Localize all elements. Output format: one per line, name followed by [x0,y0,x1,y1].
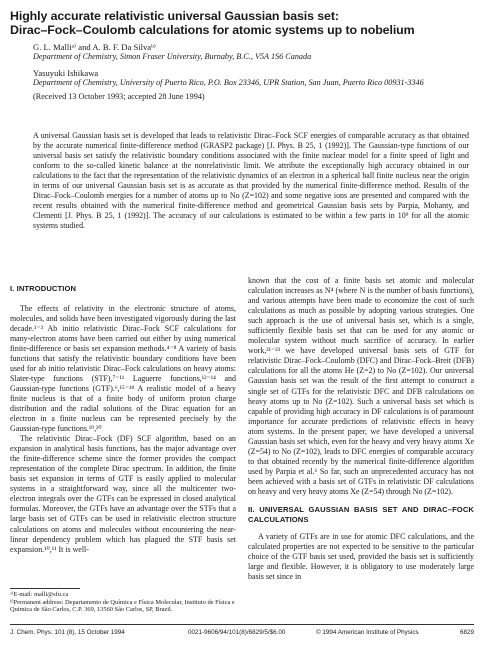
authors-second-group: Yasuyuki Ishikawa [33,67,99,78]
footnote-email: ᵃ⁾E-mail: malli@sfu.ca [10,591,69,598]
author-block [33,42,473,102]
footer-journal-citation: J. Chem. Phys. 101 (8), 15 October 1994 [10,629,125,636]
footnote-permanent-address: ᵇ⁾Permanent address: Departamento de Química e Física Molecular, Instituto de Física e Química de São Carlos, C.P. 369, 13560 São Carlos, SP, Brazil. [10,598,235,614]
body-paragraph: The relativistic Dirac–Fock (DF) SCF algorithm, based on an expansion in analytical basis functions, has the major advantage over the finite-difference scheme since the former provides the compact representation of the complete Dirac spectrum. In addition, the finite basis set expansion in terms of GTF is easily applied to molecular systems in a straightforward way, since all the multicenter two-electron integrals over the GTFs can be expressed in closed analytical formulas. Moreover, the GTFs have an advantage over the STFs that a large basis set of GTFs can be used in relativistic electron structure calculations on atoms and molecules without encountering the near-linear dependency problem which has plagued the STF basis set expansion.¹⁰,¹¹ It is well- [10,434,236,554]
affiliation-second: Department of Chemistry, University of Puerto Rico, P.O. Box 23346, UPR Station, San Juan, Puerto Rico 00931-3346 [33,77,424,87]
right-column [248,276,474,582]
footer-page-number: 6829 [459,629,474,636]
body-paragraph: A variety of GTFs are in use for atomic DFC calculations, and the calculated properties are not expected to be sensitive to the particular choice of the GTF basis set used, provided the basis set is sufficiently large and flexible. However, it is obligatory to use moderately large basis set since in [248,532,474,582]
article-title [10,9,474,37]
abstract: A universal Gaussian basis set is developed that leads to relativistic Dirac–Fock SCF energies of comparable accuracy as that obtained by the accurate numerical finite-difference method (GRASP2 package) [J. Phys. B 25, 1 (1992)]. The Gaussian-type functions of our universal basis set satisfy the relativistic boundary conditions associated with the finite nuclear model for a finite speed of light and conform to the so-called kinetic balance at the nonrelativistic limit. We attribute the exceptionally high accuracy obtained in our calculations to the fact that the representation of the relativistic dynamics of an electron in a spherical ball finite nucleus near the origin in terms of our universal Gaussian basis set is as accurate as that provided by the numerical finite-difference method. Results of the Dirac–Fock–Coulomb energies for a number of atoms up to No (Z=102) and some negative ions are presented and compared with the recent results obtained with the numerical finite-difference method and geometrical Gaussian basis sets by Parpia, Mohanty, and Clementi [J. Phys. B 25, 1 (1992)]. The accuracy of our calculations is estimated to be within a few parts in 10⁹ for all the atomic systems studied. [33,131,469,231]
left-column [10,284,236,555]
footer-divider [10,624,474,625]
footer-copyright: © 1994 American Institute of Physics [316,629,419,636]
body-paragraph: known that the cost of a finite basis set atomic and molecular calculation increases as N⁴ (where N is the number of basis functions), and various attempts have been made to economize the cost of such calculations as much as possible by adopting various strategies. One such approach is the use of universal basis set, which is a single, sufficiently flexible basis set that can be used for any atomic or molecular system without much sacrifice of accuracy. In earlier work,²¹⁻²³ we have developed universal basis sets of GTF for relativistic Dirac–Fock–Coulomb (DFC) and Dirac–Fock–Breit (DFB) calculations for all the atoms He (Z=2) to No (Z=102). Our universal Gaussian basis set was the result of the first attempt to construct a single set of GTFs for the relativistic DFC and DFB calculations on heavy atoms up to No (Z=102). Such a universal basis set which is capable of providing high accuracy in DF calculations is of paramount importance for accurate predictions of relativistic effects in heavy atom systems. In the present paper, we have developed a universal Gaussian basis set which, even for the heavy and very heavy atoms Xe (Z=54) to No (Z=102), leads to DFC energies of comparable accuracy to that obtained recently by the numerical finite-difference algorithm used by Parpia et al.⁶ So far, such an unprecedented accuracy has not been achieved with a basis set of GTFs in relativistic DF calculations on heavy and very heavy atoms Xe (Z=54) through No (Z=102). [248,276,474,496]
title-line-1: Highly accurate relativistic universal Gaussian basis set: [10,9,339,23]
body-paragraph: The effects of relativity in the electronic structure of atoms, molecules, and solids have been investigated vigorously during the last decade.¹⁻³ Ab initio relativistic Dirac–Fock SCF calculations for many-electron atoms have been carried out either by using numerical finite-difference or basis set expansion methods.⁴⁻⁸ A variety of basis functions that satisfy the relativistic boundary conditions have been used for ab initio relativistic Dirac–Fock calculations on heavy atoms: Slater-type functions (STF),⁷⁻¹¹ Laguerre functions,¹²⁻¹⁴ and Gaussian-type functions (GTF).⁶,¹⁵⁻¹⁸ A realistic model of a heavy finite nucleus is that of a finite body of uniform proton charge distribution and the radial solutions of the Dirac equation for an electron in a finite nucleus can be represented precisely by the Gaussian-type functions.¹⁹,²⁰ [10,303,236,434]
section-heading-basis-set: II. UNIVERSAL GAUSSIAN BASIS SET AND DIRAC–FOCK CALCULATIONS [248,505,474,524]
footnotes [10,591,236,614]
authors-first-group: G. L. Malliᵃ⁾ and A. B. F. Da Silvaᵇ⁾ [33,42,156,52]
received-dates: (Received 13 October 1993; accepted 28 June 1994) [33,92,205,102]
affiliation-first: Department of Chemistry, Simon Fraser University, Burnaby, B.C., V5A 1S6 Canada [33,52,312,62]
page-footer [10,628,474,638]
title-line-2: Dirac–Fock–Coulomb calculations for atomic systems up to nobelium [10,23,415,37]
footnote-divider [10,588,80,589]
section-heading-introduction: I. INTRODUCTION [10,284,77,293]
footer-article-code: 0021-9606/94/101(8)/6829/5/$6.00 [188,629,286,636]
